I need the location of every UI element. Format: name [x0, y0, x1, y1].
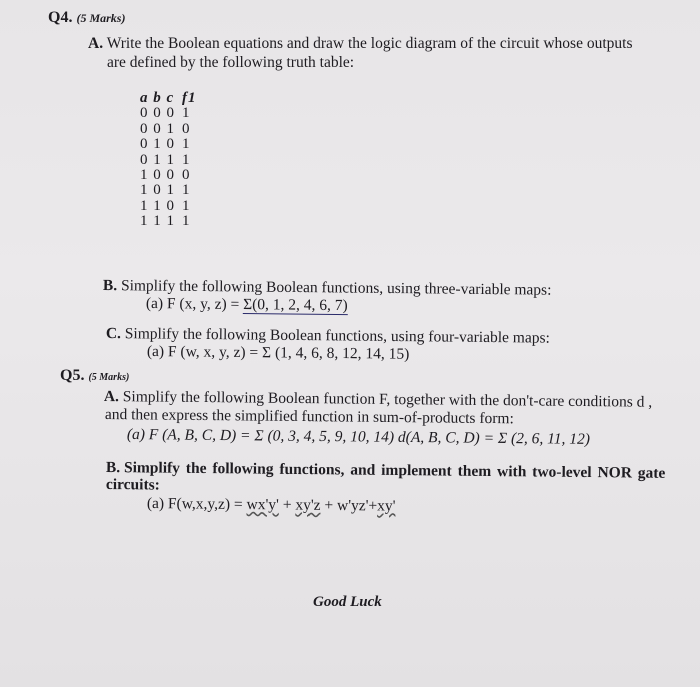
q4-label: Q4.	[48, 9, 73, 26]
row-inputs: 0 0 1	[140, 120, 175, 137]
q4-b-item-sum: Σ(0, 1, 2, 4, 6, 7)	[243, 296, 348, 315]
row-output: 1	[182, 151, 191, 168]
row-inputs: 1 1 0	[140, 197, 175, 214]
truth-table-row	[140, 199, 197, 214]
q5-a-item	[127, 425, 590, 449]
row-output: 1	[182, 136, 191, 153]
q5-b-item-prefix: (a) F(w,x,y,z) =	[146, 494, 243, 514]
row-output: 0	[182, 120, 191, 137]
q5-b-term-4: xy'	[377, 497, 396, 515]
q5-a-letter: A.	[103, 387, 120, 406]
row-inputs: 0 1 0	[140, 136, 175, 153]
q4-c-text: Simplify the following Boolean functions, using four-variable maps:	[124, 325, 550, 347]
q4-a-line1: Write the Boolean equations and draw the logic diagram of the circuit whose outputs	[106, 35, 633, 52]
q5-heading	[60, 367, 129, 385]
row-inputs: 1 1 1	[140, 213, 175, 230]
q5-a-item-f: (a) F (A, B, C, D) = Σ (0, 3, 4, 5, 9, 10, 14)	[126, 425, 395, 446]
truth-table-header	[140, 91, 197, 106]
truth-table-header-output: f1	[182, 90, 197, 106]
q4-heading	[48, 9, 125, 27]
q5-b-term-3: w'yz'	[336, 496, 369, 515]
q5-b-line1: Simplify the following functions, and implement them with two-level NOR gate	[123, 459, 666, 482]
row-inputs: 1 0 0	[140, 167, 175, 184]
q5-part-b	[106, 458, 666, 483]
row-inputs: 0 1 1	[140, 151, 175, 168]
row-output: 1	[182, 197, 191, 214]
q4-b-item	[146, 294, 348, 315]
truth-table-row	[140, 122, 197, 137]
q5-a-line2: and then express the simplified function in sum-of-products form:	[104, 405, 514, 428]
q4-c-item: (a) F (w, x, y, z) = Σ (1, 4, 6, 8, 12, 14, 15)	[146, 342, 410, 363]
q5-marks: (5 Marks)	[88, 372, 130, 383]
q4-c-letter: C.	[105, 324, 122, 343]
row-output: 1	[182, 213, 191, 230]
q4-part-a	[88, 34, 632, 53]
q4-b-text: Simplify the following Boolean functions, using three-variable maps:	[120, 277, 552, 299]
truth-table	[140, 91, 197, 230]
truth-table-row	[140, 214, 197, 229]
q4-a-letter: A.	[88, 35, 104, 52]
q5-b-term-1: wx'y'	[246, 496, 279, 514]
q5-b-letter: B.	[105, 458, 121, 477]
truth-table-row	[140, 137, 197, 152]
truth-table-row	[140, 183, 197, 198]
q4-marks: (5 Marks)	[76, 11, 126, 25]
row-output: 0	[182, 167, 191, 184]
q5-a-line1: Simplify the following Boolean function F, together with the don't-care conditions d ,	[122, 388, 653, 411]
q4-b-item-prefix: (a) F (x, y, z) =	[145, 294, 240, 313]
row-inputs: 1 0 1	[140, 182, 175, 199]
truth-table-row	[140, 168, 197, 183]
row-output: 1	[182, 182, 191, 199]
q5-a-item-d: d(A, B, C, D) = Σ (2, 6, 11, 12)	[397, 428, 591, 448]
truth-table-row	[140, 153, 197, 168]
row-inputs: 0 0 0	[140, 105, 175, 122]
q5-b-term-2: xy'z	[295, 496, 321, 514]
closing-text: Good Luck	[313, 594, 382, 610]
truth-table-row	[140, 106, 197, 121]
q5-b-item: (a) F(w,x,y,z) = wx'y' + xy'z + w'yz'+xy'	[146, 494, 396, 515]
row-output: 1	[182, 105, 191, 122]
q4-b-letter: B.	[102, 276, 118, 295]
q5-label: Q5.	[60, 367, 85, 384]
truth-table-header-inputs: a b c	[140, 90, 175, 106]
q4-a-line2: are defined by the following truth table:	[107, 54, 355, 71]
q5-b-line2: circuits:	[105, 475, 160, 494]
